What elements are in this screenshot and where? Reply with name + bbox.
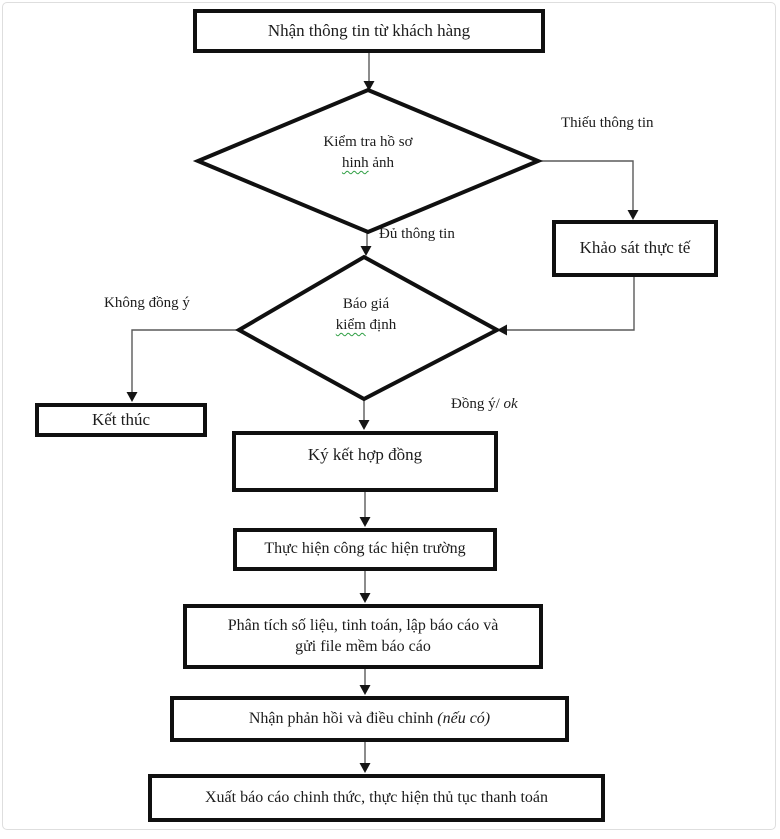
edge-label-enough-info: Đủ thông tin [379,226,455,242]
node-end [35,403,207,437]
connector-survey-to-quote [506,277,634,330]
node-survey-label: Khảo sát thực tế [579,238,691,258]
node-end-label: Kết thúc [91,409,151,429]
edge-label-missing-info: Thiếu thông tin [561,115,654,131]
node-sign-contract-label: Ký kết hợp đồng [307,445,423,464]
node-analysis [183,604,543,669]
node-quote-line2-rest: định [365,317,397,333]
node-fieldwork-label: Thực hiện công tác hiện trường [264,540,466,558]
arrowhead-down-icon [127,392,138,402]
arrowhead-down-icon [359,420,370,430]
arrowhead-down-icon [628,210,639,220]
connector-check-to-survey [538,161,633,211]
node-check-line1: Kiểm tra hồ sơ [323,134,413,150]
arrowhead-down-icon [360,517,371,527]
node-final-report-label: Xuất báo cáo chinh thức, thực hiện thủ tục thanh toán [204,788,549,806]
arrowhead-down-icon [360,763,371,773]
node-analysis-label [228,616,499,658]
edge-label-agree-text: Đồng ý/ [451,396,500,412]
node-check-line2-misspelled: hinh [341,155,369,171]
node-final-report [148,774,605,822]
node-feedback [170,696,569,742]
edge-label-agree-ok: ok [503,396,518,412]
connector-quote-to-end [132,330,239,393]
node-receive-info-label: Nhận thông tin từ khách hàng [267,20,471,40]
arrowhead-down-icon [361,246,372,256]
node-feedback-text: Nhận phản hồi và điều chỉnh [248,709,438,727]
node-check-line2-rest: ảnh [368,155,395,171]
node-fieldwork [233,528,497,571]
node-quote-line2-misspelled: kiểm [335,317,366,333]
arrowhead-down-icon [360,685,371,695]
edge-label-agree [451,396,518,413]
node-quote-line1: Báo giá [342,296,390,312]
node-sign-contract [232,431,498,492]
node-check-label [268,132,468,174]
node-feedback-label [249,709,490,730]
node-survey [552,220,718,277]
node-receive-info [193,9,545,53]
node-analysis-line2: gửi file mềm báo cáo [295,637,431,655]
node-feedback-note: (nếu có) [437,709,491,727]
arrowhead-down-icon [360,593,371,603]
node-quote-label [266,294,466,336]
node-analysis-line1: Phân tích số liệu, tinh toán, lập báo cáo và [227,616,499,634]
edge-label-disagree: Không đồng ý [104,295,190,311]
